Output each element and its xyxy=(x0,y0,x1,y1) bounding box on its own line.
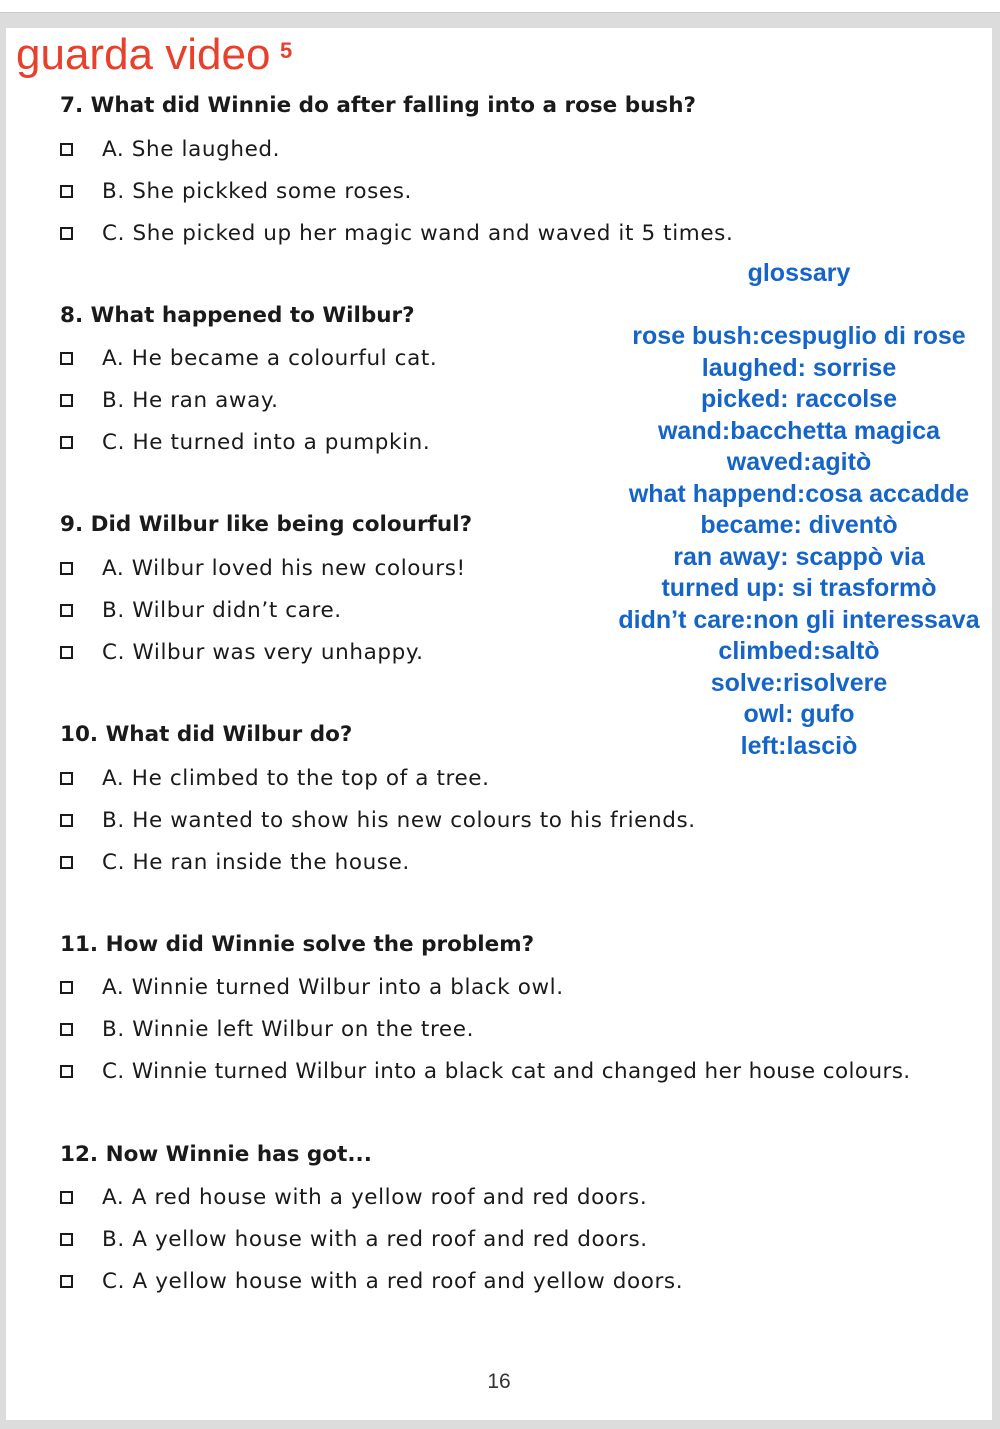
checkbox-icon[interactable] xyxy=(60,1065,73,1078)
glossary-entry: owl: gufo xyxy=(743,700,855,728)
glossary-entry: wand:bacchetta magica xyxy=(657,417,941,445)
header-number: 5 xyxy=(280,38,293,63)
question-11: 11. How did Winnie solve the problem? xyxy=(60,932,535,957)
glossary-entry: climbed:saltò xyxy=(718,637,880,665)
option-7b[interactable]: B. She pickked some roses. xyxy=(60,178,412,204)
previous-page-edge xyxy=(0,0,1000,13)
glossary-title: glossary xyxy=(747,259,851,287)
glossary-entry: laughed: sorrise xyxy=(701,354,897,382)
checkbox-icon[interactable] xyxy=(60,1023,73,1036)
checkbox-icon[interactable] xyxy=(60,394,73,407)
option-10a[interactable]: A. He climbed to the top of a tree. xyxy=(60,765,490,791)
checkbox-icon[interactable] xyxy=(60,646,73,659)
option-7a[interactable]: A. She laughed. xyxy=(60,136,280,162)
checkbox-icon[interactable] xyxy=(60,1275,73,1288)
question-12: 12. Now Winnie has got... xyxy=(60,1142,372,1167)
checkbox-icon[interactable] xyxy=(60,143,73,156)
glossary-entry: ran away: scappò via xyxy=(673,543,925,571)
option-7c[interactable]: C. She picked up her magic wand and waved it 5 times. xyxy=(60,220,733,246)
glossary-entry: what happend:cosa accadde xyxy=(628,480,970,508)
glossary-entry: rose bush:cespuglio di rose xyxy=(632,322,966,350)
glossary-entry: solve:risolvere xyxy=(710,669,888,697)
option-12a[interactable]: A. A red house with a yellow roof and red doors. xyxy=(60,1184,647,1210)
question-7: 7. What did Winnie do after falling into a rose bush? xyxy=(60,93,696,118)
glossary-entry: picked: raccolse xyxy=(701,385,897,413)
worksheet-page xyxy=(6,28,992,1420)
option-8c[interactable]: C. He turned into a pumpkin. xyxy=(60,429,430,455)
option-8b[interactable]: B. He ran away. xyxy=(60,387,279,413)
checkbox-icon[interactable] xyxy=(60,856,73,869)
option-12c[interactable]: C. A yellow house with a red roof and yellow doors. xyxy=(60,1268,683,1294)
glossary-entry: didn’t care:non gli interessava xyxy=(618,606,980,634)
header-title: guarda video xyxy=(16,30,271,79)
option-11b[interactable]: B. Winnie left Wilbur on the tree. xyxy=(60,1016,474,1042)
question-10: 10. What did Wilbur do? xyxy=(60,722,353,747)
glossary-entry: turned up: si trasformò xyxy=(661,574,937,602)
checkbox-icon[interactable] xyxy=(60,185,73,198)
option-10b[interactable]: B. He wanted to show his new colours to his friends. xyxy=(60,807,696,833)
option-9a[interactable]: A. Wilbur loved his new colours! xyxy=(60,555,466,581)
glossary-entry: waved:agitò xyxy=(726,448,872,476)
glossary-entry: became: diventò xyxy=(700,511,898,539)
checkbox-icon[interactable] xyxy=(60,981,73,994)
checkbox-icon[interactable] xyxy=(60,227,73,240)
option-11c[interactable]: C. Winnie turned Wilbur into a black cat and changed her house colours. xyxy=(60,1058,911,1084)
question-9: 9. Did Wilbur like being colourful? xyxy=(60,512,473,537)
option-8a[interactable]: A. He became a colourful cat. xyxy=(60,345,437,371)
checkbox-icon[interactable] xyxy=(60,772,73,785)
checkbox-icon[interactable] xyxy=(60,436,73,449)
option-12b[interactable]: B. A yellow house with a red roof and red doors. xyxy=(60,1226,648,1252)
option-11a[interactable]: A. Winnie turned Wilbur into a black owl. xyxy=(60,974,564,1000)
option-9c[interactable]: C. Wilbur was very unhappy. xyxy=(60,639,424,665)
checkbox-icon[interactable] xyxy=(60,352,73,365)
checkbox-icon[interactable] xyxy=(60,814,73,827)
checkbox-icon[interactable] xyxy=(60,562,73,575)
page-number: 16 xyxy=(487,1370,511,1393)
option-9b[interactable]: B. Wilbur didn’t care. xyxy=(60,597,342,623)
glossary-entry: left:lasciò xyxy=(740,732,858,760)
checkbox-icon[interactable] xyxy=(60,604,73,617)
checkbox-icon[interactable] xyxy=(60,1233,73,1246)
option-10c[interactable]: C. He ran inside the house. xyxy=(60,849,410,875)
checkbox-icon[interactable] xyxy=(60,1191,73,1204)
question-8: 8. What happened to Wilbur? xyxy=(60,303,415,328)
